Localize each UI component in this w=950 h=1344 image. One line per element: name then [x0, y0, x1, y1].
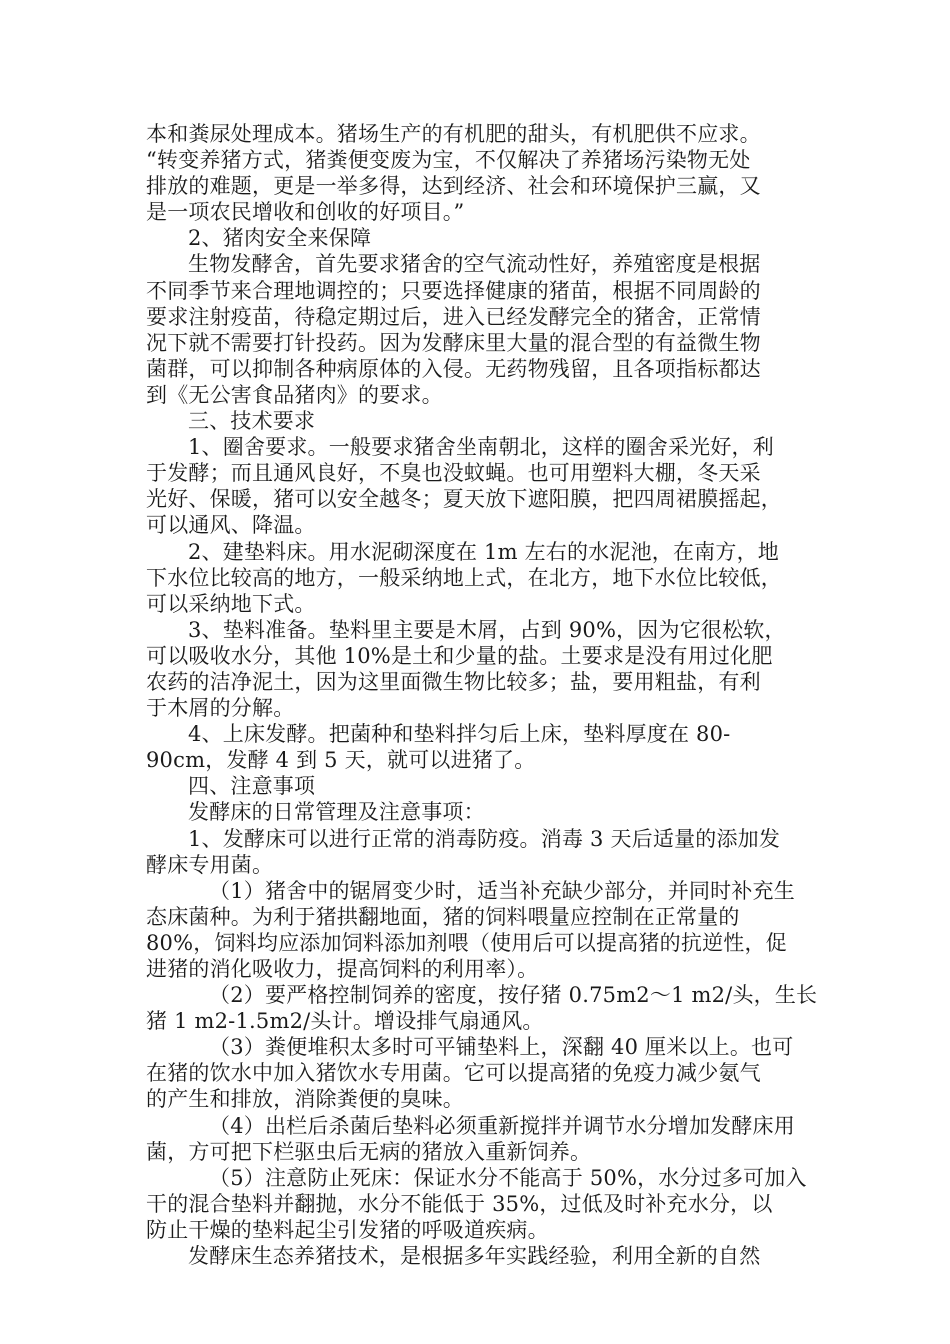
text-line: 防止干燥的垫料起尘引发猪的呼吸道疾病。: [146, 1217, 549, 1242]
text-line: 于发酵；而且通风良好，不臭也没蚊蝇。也可用塑料大棚，冬天采: [146, 461, 761, 486]
text-line: 发酵床生态养猪技术，是根据多年实践经验，利用全新的自然: [188, 1244, 761, 1269]
text-line: 3、垫料准备。垫料里主要是木屑，占到 90%，因为它很松软，: [188, 617, 786, 642]
text-line: 可以吸收水分，其他 10%是土和少量的盐。土要求是没有用过化肥: [146, 643, 773, 668]
text-line: 4、上床发酵。把菌种和垫料拌匀后上床，垫料厚度在 80-: [188, 722, 731, 747]
text-line: 光好、保暖，猪可以安全越冬；夏天放下遮阳膜，把四周裙膜摇起，: [146, 487, 782, 512]
text-line: 生物发酵舍，首先要求猪舍的空气流动性好，养殖密度是根据: [188, 252, 761, 277]
text-line: 菌群，可以抑制各种病原体的入侵。无药物残留，且各项指标都达: [146, 356, 761, 381]
text-line: （4）出栏后杀菌后垫料必须重新搅拌并调节水分增加发酵床用: [209, 1113, 795, 1138]
text-line: 2、建垫料床。用水泥砌深度在 1m 左右的水泥池，在南方，地: [188, 539, 779, 564]
text-line: 到《无公害食品猪肉》的要求。: [146, 382, 443, 407]
text-line: 下水位比较高的地方，一般采纳地上式，在北方，地下水位比较低，: [146, 565, 782, 590]
text-line: 四、注意事项: [188, 774, 316, 799]
text-line: 干的混合垫料并翻抛，水分不能低于 35%，过低及时补充水分，以: [146, 1191, 773, 1216]
document-body: [146, 121, 818, 1269]
text-line: 于木屑的分解。: [146, 696, 295, 721]
text-line: 三、技术要求: [188, 409, 316, 434]
text-line: 要求注射疫苗，待稳定期过后，进入已经发酵完全的猪舍，正常情: [146, 304, 761, 329]
text-line: 1、圈舍要求。一般要求猪舍坐南朝北，这样的圈舍采光好，利: [188, 435, 774, 460]
text-line: 可以采纳地下式。: [146, 591, 316, 616]
text-line: 农药的洁净泥土，因为这里面微生物比较多；盐，要用粗盐，有利: [146, 669, 761, 694]
text-line: 态床菌种。为利于猪拱翻地面，猪的饲料喂量应控制在正常量的: [146, 904, 740, 929]
text-line: 不同季节来合理地调控的；只要选择健康的猪苗，根据不同周龄的: [146, 278, 761, 303]
text-line: 猪 1 m2-1.5m2/头计。增设排气扇通风。: [146, 1009, 544, 1034]
text-line: 在猪的饮水中加入猪饮水专用菌。它可以提高猪的免疫力减少氨气: [146, 1061, 761, 1086]
text-line: 2、猪肉安全来保障: [188, 226, 372, 251]
text-line: （2）要严格控制饲养的密度，按仔猪 0.75m2～1 m2/头，生长: [209, 983, 818, 1008]
text-line: “转变养猪方式，猪粪便变废为宝，不仅解决了养猪场污染物无处: [146, 148, 751, 173]
text-line: 酵床专用菌。: [146, 852, 274, 877]
text-line: （3）粪便堆积太多时可平铺垫料上，深翻 40 厘米以上。也可: [209, 1035, 794, 1060]
text-line: 80%，饲料均应添加饲料添加剂喂（使用后可以提高猪的抗逆性，促: [146, 930, 787, 955]
text-line: 是一项农民增收和创收的好项目。”: [146, 200, 465, 225]
text-line: 进猪的消化吸收力，提高饲料的利用率）。: [146, 957, 539, 981]
text-line: 况下就不需要打针投药。因为发酵床里大量的混合型的有益微生物: [146, 330, 761, 355]
text-line: 1、发酵床可以进行正常的消毒防疫。消毒 3 天后适量的添加发: [188, 826, 781, 851]
text-line: 排放的难题，更是一举多得，达到经济、社会和环境保护三赢，又: [146, 174, 761, 199]
text-line: 的产生和排放，消除粪便的臭味。: [146, 1087, 464, 1112]
text-line: 发酵床的日常管理及注意事项：: [188, 800, 485, 825]
text-line: 菌，方可把下栏驱虫后无病的猪放入重新饲养。: [146, 1139, 592, 1164]
text-line: 90cm，发酵 4 到 5 天，就可以进猪了。: [146, 748, 536, 773]
text-line: （5）注意防止死床：保证水分不能高于 50%，水分过多可加入: [209, 1165, 807, 1190]
text-line: 本和粪尿处理成本。猪场生产的有机肥的甜头，有机肥供不应求。: [146, 122, 761, 146]
text-line: （1）猪舍中的锯屑变少时，适当补充缺少部分，并同时补充生: [209, 878, 795, 903]
text-line: 可以通风、降温。: [146, 513, 316, 538]
